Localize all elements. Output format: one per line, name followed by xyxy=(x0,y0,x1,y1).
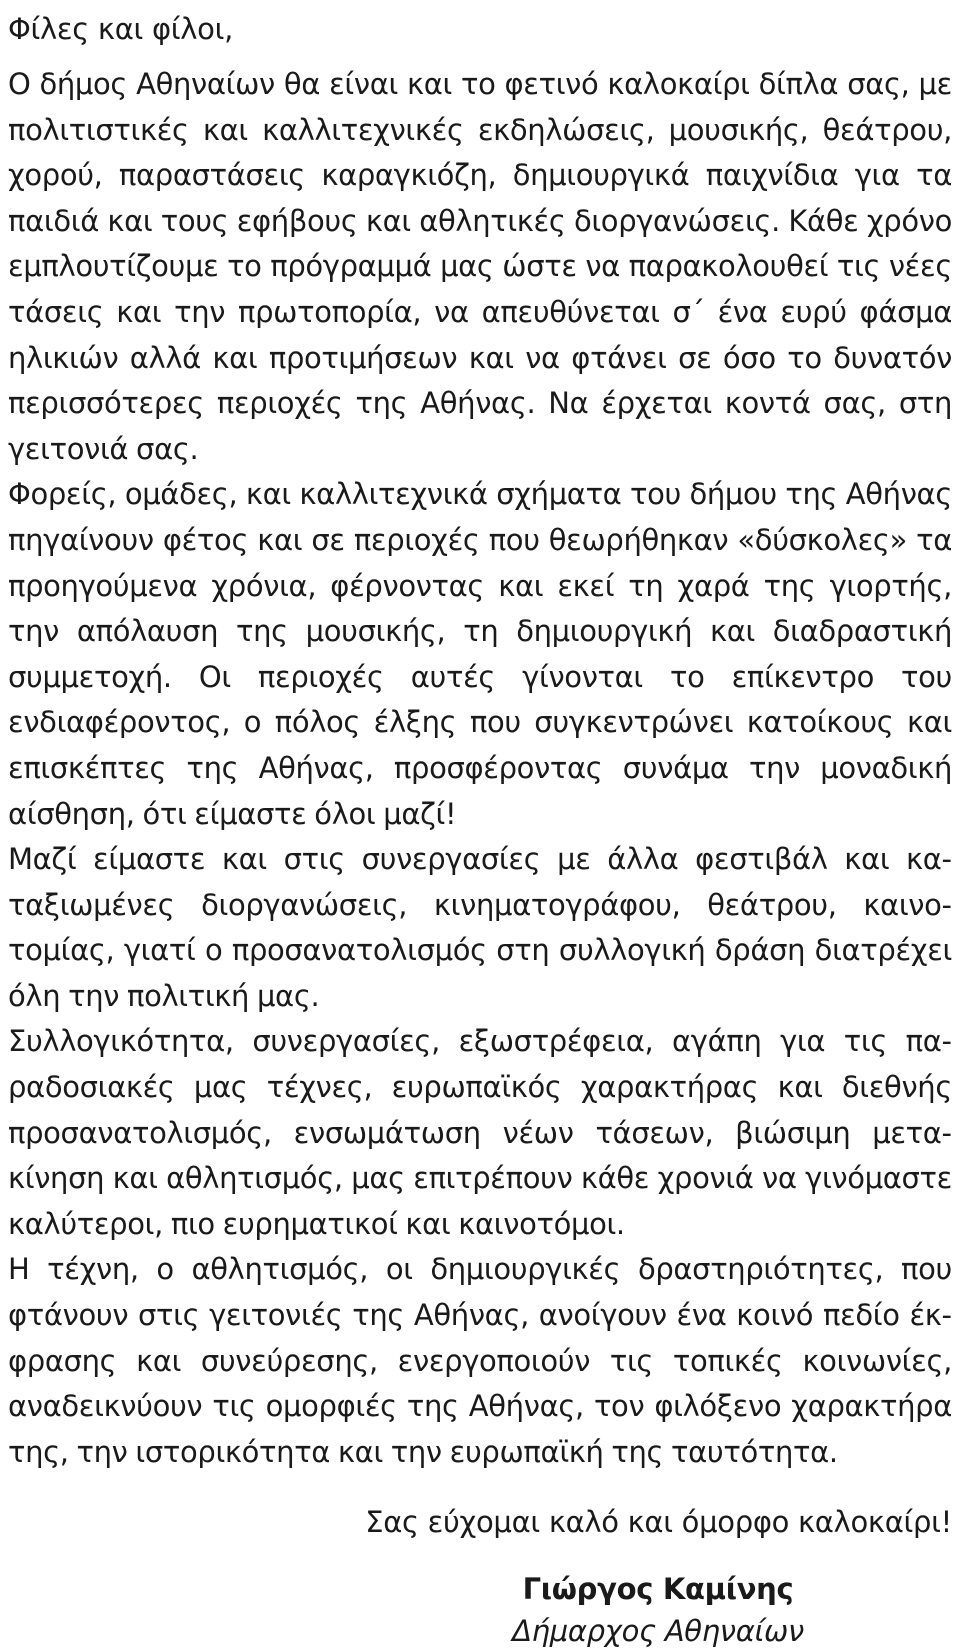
paragraph-neighbourhoods: Φορείς, ομάδες, και καλλιτεχνικά σχήματα του δήμου της Αθήνας πηγαίνουν φέτος και σε περιοχές που θεωρήθηκαν «δύσκολες» τα προηγούμενα χρόνια, φέρνοντας και εκεί τη χαρά της γιορτής, την απόλαυση της μουσικής, τη δημιουργική και διαδραστική συμμετοχή. Οι περιοχές αυτές γίνονται το επίκεντρο του ενδιαφέροντος, ο πόλος έλξης που συγκεντρώνει κατοίκους και επισκέπτες της Αθήνας, προσφέροντας συνάμα την μοναδική αίσθηση, ότι είμαστε όλοι μαζί! xyxy=(8,477,952,831)
signatory-name: Γιώργος Καμίνης xyxy=(522,1572,794,1606)
greeting: Φίλες και φίλοι, xyxy=(8,12,234,46)
paragraph-arts: Η τέχνη, ο αθλητισμός, οι δημιουργικές δραστηριότητες, που φτάνουν στις γειτονιές της Αθήνας, ανοίγουν ένα κοινό πεδίο έκφρασης και συνεύρεσης, ενεργοποιούν τις τοπικές κοινωνίες, αναδεικνύουν τις ομορφιές της Αθήνας, τον φιλόξενο χαρακτήρα της, την ιστορικότητα και την ευρωπαϊκή της ταυτότητα. xyxy=(8,1252,952,1469)
letter-body xyxy=(8,6,952,1545)
signatory-title: Δήμαρχος Αθηναίων xyxy=(512,1614,804,1648)
closing-wish: Σας εύχομαι καλό και όμορφο καλοκαίρι! xyxy=(365,1505,952,1540)
paragraph-values: Συλλογικότητα, συνεργασίες, εξωστρέφεια, αγάπη για τις παραδοσιακές μας τέχνες, ευρωπαϊκός χαρακτήρας και διεθνής προσανατολισμός, ενσωμάτωση νέων τάσεων, βιώσιμη μετακίνηση και αθλητισμός, μας επιτρέπουν κάθε χρονιά να γινόμαστε καλύτεροι, πιο ευρηματικοί και καινοτόμοι. xyxy=(8,1024,952,1241)
signature-block xyxy=(488,1568,828,1652)
paragraph-collaborations: Μαζί είμαστε και στις συνεργασίες με άλλα φεστιβάλ και καταξιωμένες διοργανώσεις, κινηματογράφου, θεάτρου, καινοτομίας, γιατί ο προσανατολισμός στη συλλογική δράση διατρέχει όλη την πολιτική μας. xyxy=(8,842,952,1013)
paragraph-intro: Ο δήμος Αθηναίων θα είναι και το φετινό καλοκαίρι δίπλα σας, με πολιτιστικές και καλλιτεχνικές εκδηλώσεις, μουσικής, θεάτρου, χορού, παραστάσεις καραγκιόζη, δημιουργικά παιχνίδια για τα παιδιά και τους εφήβους και αθλητικές διοργανώσεις. Κάθε χρόνο εμπλουτίζουμε το πρόγραμμά μας ώστε να παρακολουθεί τις νέες τάσεις και την πρωτοπορία, να απευθύνεται σ΄ ένα ευρύ φάσμα ηλικιών αλλά και προτιμήσεων και να φτάνει σε όσο το δυνατόν περισσότερες περιοχές της Αθήνας. Να έρχεται κοντά σας, στη γειτονιά σας. xyxy=(8,67,952,466)
